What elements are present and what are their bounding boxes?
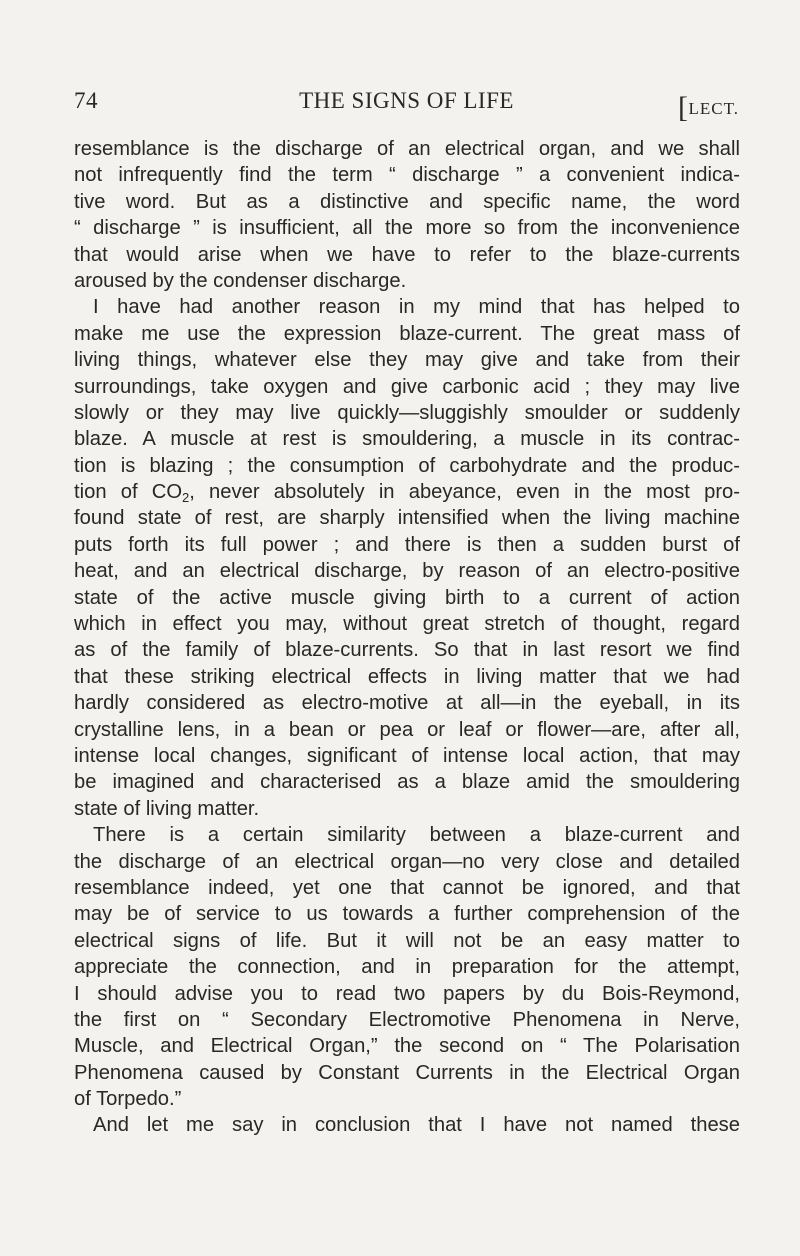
- text-line: the discharge of an electrical organ—no very close and detailed: [74, 850, 740, 873]
- text-line: I have had another reason in my mind that has helped to: [93, 296, 740, 319]
- co2-text: tion of CO: [74, 481, 183, 504]
- text-line: state of the active muscle giving birth to a current of action: [74, 586, 740, 609]
- section-bracket: [: [678, 91, 689, 124]
- text-line: not infrequently find the term “ discharge ” a convenient indica-: [74, 164, 740, 187]
- text-line: surroundings, take oxygen and give carbonic acid ; they may live: [74, 375, 740, 398]
- text-line: There is a certain similarity between a blaze-current and: [93, 824, 740, 847]
- text-line: found state of rest, are sharply intensified when the living machine: [74, 507, 740, 530]
- text-line: I should advise you to read two papers by du Bois-Reymond,: [74, 982, 740, 1005]
- text-line: And let me say in conclusion that I have not named these: [93, 1114, 740, 1137]
- text-line: resemblance is the discharge of an electrical organ, and we shall: [74, 138, 740, 160]
- text-line: “ discharge ” is insufficient, all the more so from the inconvenience: [74, 217, 740, 240]
- text-line: be imagined and characterised as a blaze amid the smouldering: [74, 771, 740, 794]
- text-line: may be of service to us towards a further comprehension of the: [74, 903, 740, 926]
- text-line: blaze. A muscle at rest is smouldering, a muscle in its contrac-: [74, 428, 740, 451]
- section-label: LECT.: [688, 99, 739, 118]
- text-line: heat, and an electrical discharge, by reason of an electro-positive: [74, 560, 740, 583]
- text-line: resemblance indeed, yet one that cannot be ignored, and that: [74, 876, 740, 899]
- text-line: Muscle, and Electrical Organ,” the second on “ The Polarisation: [74, 1035, 740, 1058]
- text-line: living things, whatever else they may give and take from their: [74, 349, 740, 372]
- text-line: that these striking electrical effects in living matter that we had: [74, 665, 740, 688]
- running-title: THE SIGNS OF LIFE: [299, 88, 514, 113]
- text-line: hardly considered as electro-motive at all—in the eyeball, in its: [74, 692, 740, 715]
- co2-continuation: , never absolutely in abeyance, even in the most pro-: [189, 481, 740, 504]
- text-line: intense local changes, significant of intense local action, that may: [74, 744, 740, 767]
- running-header: [74, 88, 739, 124]
- text-line: aroused by the condenser discharge.: [74, 269, 407, 292]
- co2-subscript: 2: [182, 490, 190, 506]
- text-line: slowly or they may live quickly—sluggishly smoulder or suddenly: [74, 401, 740, 424]
- text-line: Phenomena caused by Constant Currents in the Electrical Organ: [74, 1061, 740, 1084]
- text-line: which in effect you may, without great stretch of thought, regard: [74, 613, 740, 636]
- text-line: of Torpedo.”: [74, 1088, 182, 1111]
- text-line: state of living matter.: [74, 797, 260, 820]
- text-line: tive word. But as a distinctive and specific name, the word: [74, 190, 740, 213]
- text-line: crystalline lens, in a bean or pea or leaf or flower—are, after all,: [74, 718, 740, 741]
- text-line: electrical signs of life. But it will not be an easy matter to: [74, 929, 740, 952]
- text-line: make me use the expression blaze-current. The great mass of: [74, 322, 740, 345]
- body-text: [74, 136, 740, 1139]
- text-line: puts forth its full power ; and there is then a sudden burst of: [74, 533, 740, 556]
- text-line: tion is blazing ; the consumption of carbohydrate and the produc-: [74, 454, 740, 477]
- text-line: that would arise when we have to refer to the blaze-currents: [74, 243, 740, 266]
- text-line: as of the family of blaze-currents. So that in last resort we find: [74, 639, 740, 662]
- text-line: appreciate the connection, and in preparation for the attempt,: [74, 956, 740, 979]
- text-line: the first on “ Secondary Electromotive Phenomena in Nerve,: [74, 1008, 740, 1031]
- page-number: 74: [74, 88, 98, 113]
- section-marker: [678, 88, 739, 122]
- text-line-co2: [74, 479, 740, 505]
